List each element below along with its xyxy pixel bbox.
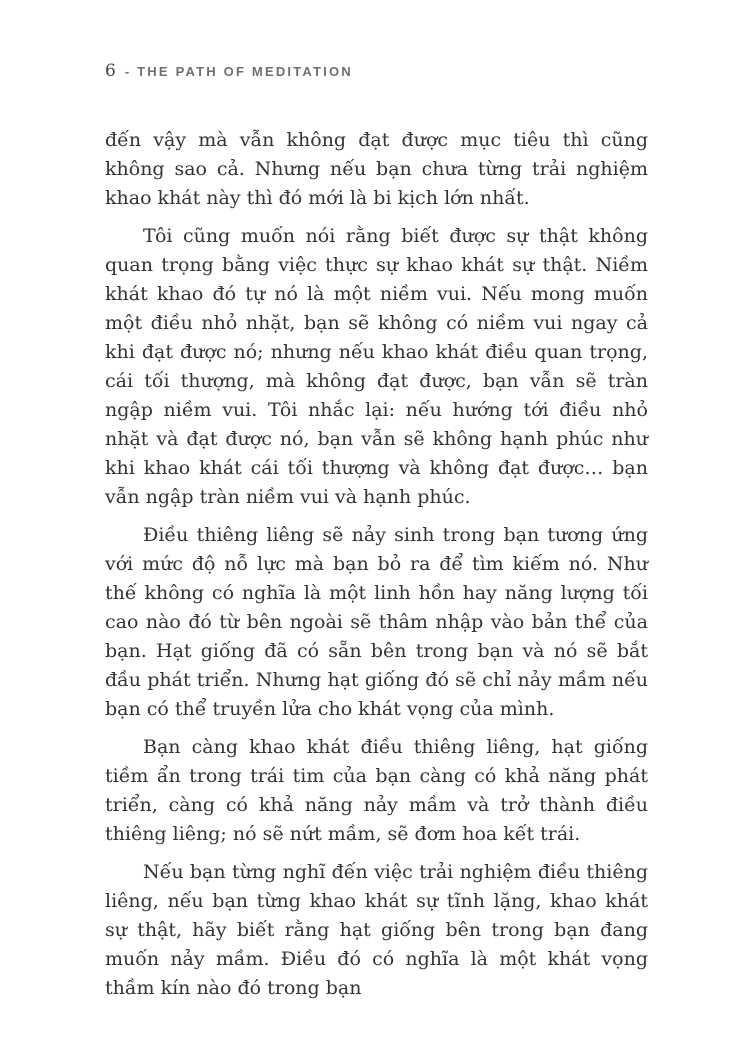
running-header <box>105 61 353 81</box>
paragraph: Nếu bạn từng nghĩ đến việc trải nghiệm điều thiêng liêng, nếu bạn từng khao khát sự tĩnh lặng, khao khát sự thật, hãy biết rằng hạt giống bên trong bạn đang muốn nảy mầm. Điều đó có nghĩa là một khát vọng thầm kín nào đó trong bạn <box>105 861 648 999</box>
page-number: 6 <box>105 61 116 81</box>
paragraph: Tôi cũng muốn nói rằng biết được sự thật không quan trọng bằng việc thực sự khao khát sự thật. Niềm khát khao đó tự nó là một niềm vui. Nếu mong muốn một điều nhỏ nhặt, bạn sẽ không có niềm vui ngay cả khi đạt được nó; nhưng nếu khao khát điều quan trọng, cái tối thượng, mà không đạt được, bạn vẫn sẽ tràn ngập niềm vui. Tôi nhắc lại: nếu hướng tới điều nhỏ nhặt và đạt được nó, bạn vẫn sẽ không hạnh phúc như khi khao khát cái tối thượng và không đạt được… bạn vẫn ngập tràn niềm vui và hạnh phúc. <box>105 225 648 508</box>
paragraph: Điều thiêng liêng sẽ nảy sinh trong bạn tương ứng với mức độ nỗ lực mà bạn bỏ ra để tìm kiếm nó. Như thế không có nghĩa là một linh hồn hay năng lượng tối cao nào đó từ bên ngoài sẽ thâm nhập vào bản thể của bạn. Hạt giống đã có sẵn bên trong bạn và nó sẽ bắt đầu phát triển. Nhưng hạt giống đó sẽ chỉ nảy mầm nếu bạn có thể truyền lửa cho khát vọng của mình. <box>105 524 648 720</box>
chapter-title: - THE PATH OF MEDITATION <box>124 64 353 79</box>
paragraph: Bạn càng khao khát điều thiêng liêng, hạt giống tiềm ẩn trong trái tim của bạn càng có khả năng phát triển, càng có khả năng nảy mầm và trở thành điều thiêng liêng; nó sẽ nứt mầm, sẽ đơm hoa kết trái. <box>105 736 648 845</box>
paragraph-continuation: đến vậy mà vẫn không đạt được mục tiêu thì cũng không sao cả. Nhưng nếu bạn chưa từng trải nghiệm khao khát này thì đó mới là bi kịch lớn nhất. <box>105 129 648 209</box>
body-text <box>105 126 648 1012</box>
